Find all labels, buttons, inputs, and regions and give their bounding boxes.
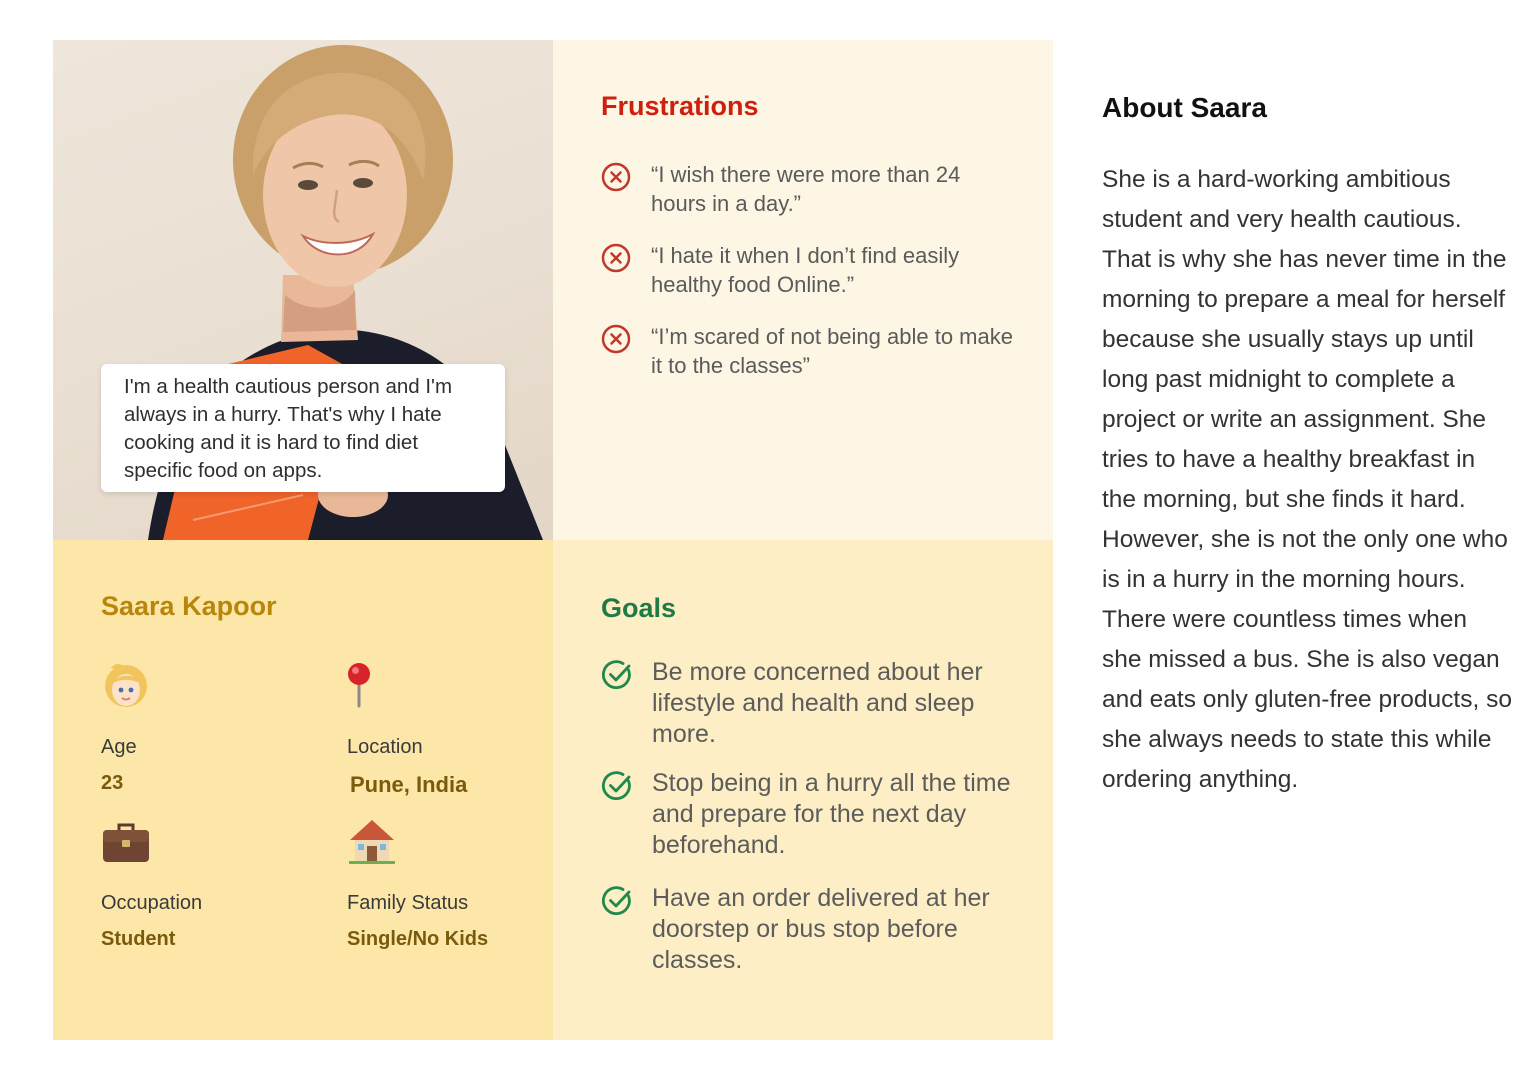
about-title: About Saara — [1102, 92, 1267, 123]
location-label: Location — [347, 736, 423, 758]
age-label: Age — [101, 736, 137, 758]
x-circle-icon — [601, 162, 631, 192]
occupation-label: Occupation — [101, 892, 203, 914]
briefcase-emoji — [101, 816, 151, 866]
persona-name: Saara Kapoor — [101, 591, 277, 621]
persona-quote: I'm a health cautious person and I'm always in a hurry. That's why I hate cooking and it is hard to find diet specific food on apps. — [101, 364, 505, 492]
check-circle-icon — [601, 659, 633, 691]
frustrations-list — [601, 160, 1031, 403]
x-circle-icon — [601, 243, 631, 273]
x-circle-icon — [601, 324, 631, 354]
goals-list — [601, 657, 1041, 976]
frustration-text: “I wish there were more than 24 hours in a day.” — [651, 162, 961, 216]
frustration-item — [601, 322, 1031, 403]
frustration-item — [601, 160, 1031, 241]
profile-panel — [53, 540, 553, 1040]
frustration-text: “I’m scared of not being able to make it to the classes” — [651, 324, 1013, 378]
frustration-item — [601, 241, 1031, 322]
pushpin-emoji — [347, 660, 397, 710]
about-text: She is a hard-working ambitious student and very health cautious. That is why she has never time in the morning to prepare a meal for herself because she usually stays up until long past midnight to complete a project or write an assignment. She tries to have a healthy breakfast in the morning, but she finds it hard. However, she is not the only one who is in a hurry in the morning hours. There were countless times when she missed a bus. She is also vegan and eats only gluten-free products, so she always needs to state this while ordering anything. — [1102, 166, 1512, 793]
goals-panel — [553, 540, 1053, 1040]
house-emoji — [347, 816, 397, 866]
persona-photo — [53, 40, 553, 540]
goal-item — [601, 657, 1041, 750]
family-status-value: Single/No Kids — [347, 928, 489, 950]
family-status-label: Family Status — [347, 892, 469, 914]
location-value: Pune, India — [350, 772, 468, 797]
frustration-text: “I hate it when I don’t find easily healthy food Online.” — [651, 243, 960, 297]
goals-title: Goals — [601, 593, 677, 623]
goal-item — [601, 768, 1041, 861]
attribute-family-status — [347, 816, 547, 950]
attribute-location — [347, 660, 547, 797]
attribute-age — [101, 660, 301, 794]
frustrations-title: Frustrations — [601, 91, 759, 121]
goal-text: Be more concerned about her lifestyle and health and sleep more. — [652, 658, 983, 748]
check-circle-icon — [601, 885, 633, 917]
frustrations-panel — [553, 40, 1053, 540]
goal-item — [601, 883, 1041, 976]
woman-blonde-emoji — [101, 660, 151, 710]
attribute-occupation — [101, 816, 301, 950]
goal-text: Stop being in a hurry all the time and prepare for the next day beforehand. — [652, 769, 1011, 859]
goal-text: Have an order delivered at her doorstep or bus stop before classes. — [652, 884, 990, 974]
occupation-value: Student — [101, 928, 176, 950]
check-circle-icon — [601, 770, 633, 802]
age-value: 23 — [101, 772, 124, 794]
